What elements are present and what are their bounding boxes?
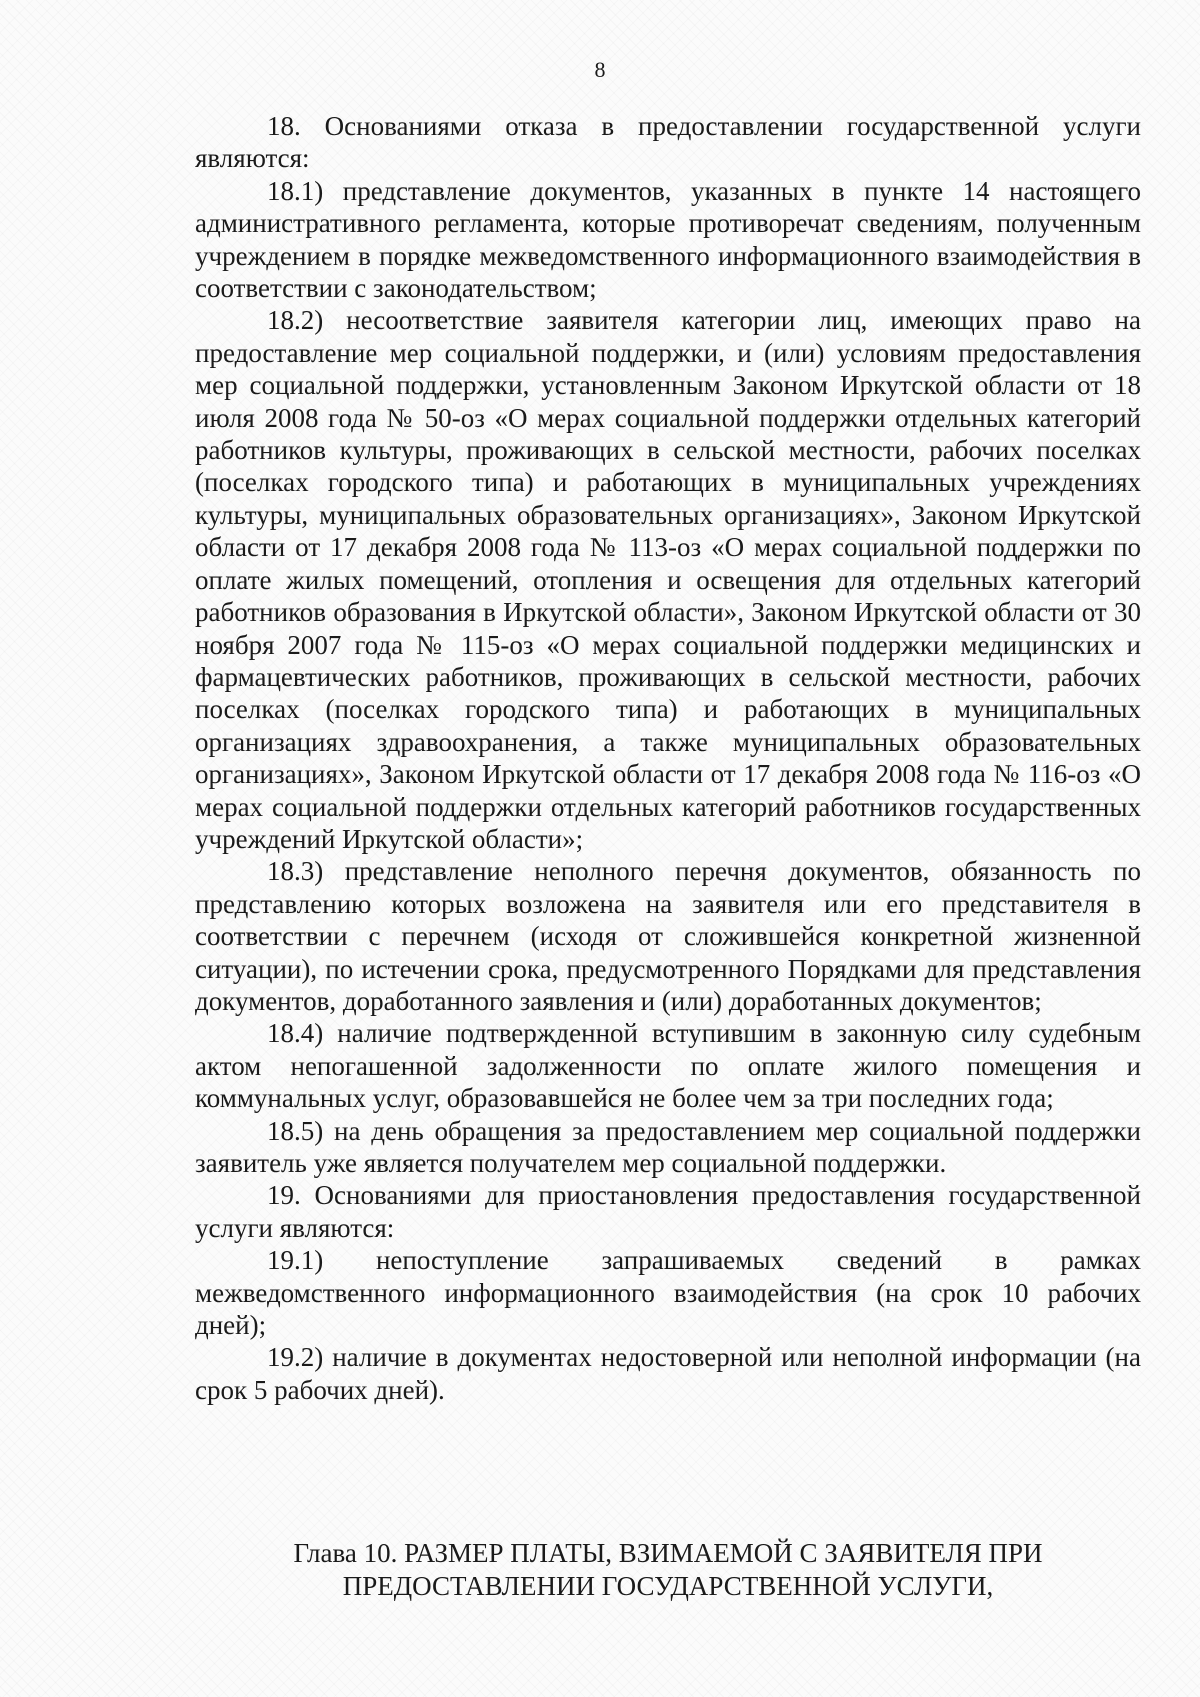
chapter-heading	[195, 1537, 1141, 1603]
chapter-heading-line-1: Глава 10. РАЗМЕР ПЛАТЫ, ВЗИМАЕМОЙ С ЗАЯВИТЕЛЯ ПРИ	[293, 1538, 1043, 1568]
page-number: 8	[594, 57, 606, 82]
paragraph-19-2: 19.2) наличие в документах недостоверной или неполной информации (на срок 5 рабочих дней).	[195, 1342, 1141, 1405]
paragraph-19: 19. Основаниями для приостановления предоставления государственной услуги являются:	[195, 1180, 1141, 1243]
paragraph-18: 18. Основаниями отказа в предоставлении государственной услуги являются:	[195, 111, 1141, 174]
paragraph-19-1: 19.1) непоступление запрашиваемых сведений в рамках межведомственного информационного взаимодействия (на срок 10 рабочих дней);	[195, 1245, 1141, 1341]
body-text	[195, 110, 1141, 1406]
paragraph-18-3: 18.3) представление неполного перечня документов, обязанность по представлению которых возложена на заявителя или его представителя в соответствии с перечнем (исходя от сложившейся конкретной жизненной ситуации), по истечении срока, предусмотренного Порядками для представления документов, доработанного заявления и (или) доработанных документов;	[195, 856, 1141, 1016]
paragraph-18-1: 18.1) представление документов, указанных в пункте 14 настоящего административного регламента, которые противоречат сведениям, полученным учреждением в порядке межведомственного информационного взаимодействия в соответствии с законодательством;	[195, 175, 1141, 304]
chapter-heading-line-2: ПРЕДОСТАВЛЕНИИ ГОСУДАРСТВЕННОЙ УСЛУГИ,	[342, 1571, 994, 1601]
paragraph-18-2: 18.2) несоответствие заявителя категории лиц, имеющих право на предоставление мер социальной поддержки, и (или) условиям предоставления мер социальной поддержки, установленным Законом Иркутской области от 18 июля 2008 года № 50-оз «О мерах социальной поддержки отдельных категорий работников культуры, проживающих в сельской местности, рабочих поселках (поселках городского типа) и работающих в муниципальных учреждениях культуры, муниципальных образовательных организациях», Законом Иркутской области от 17 декабря 2008 года № 113-оз «О мерах социальной поддержки по оплате жилых помещений, отопления и освещения для отдельных категорий работников образования в Иркутской области», Законом Иркутской области от 30 ноября 2007 года № 115-оз «О мерах социальной поддержки медицинских и фармацевтических работников, проживающих в сельской местности, рабочих поселках (поселках городского типа) и работающих в муниципальных организациях здравоохранения, а также муниципальных образовательных организациях», Законом Иркутской области от 17 декабря 2008 года № 116-оз «О мерах социальной поддержки отдельных категорий работников государственных учреждений Иркутской области»;	[195, 305, 1141, 854]
paragraph-18-4: 18.4) наличие подтвержденной вступившим в законную силу судебным актом непогашенной задолженности по оплате жилого помещения и коммунальных услуг, образовавшейся не более чем за три последних года;	[195, 1018, 1141, 1114]
paragraph-18-5: 18.5) на день обращения за предоставлением мер социальной поддержки заявитель уже является получателем мер социальной поддержки.	[195, 1115, 1141, 1178]
